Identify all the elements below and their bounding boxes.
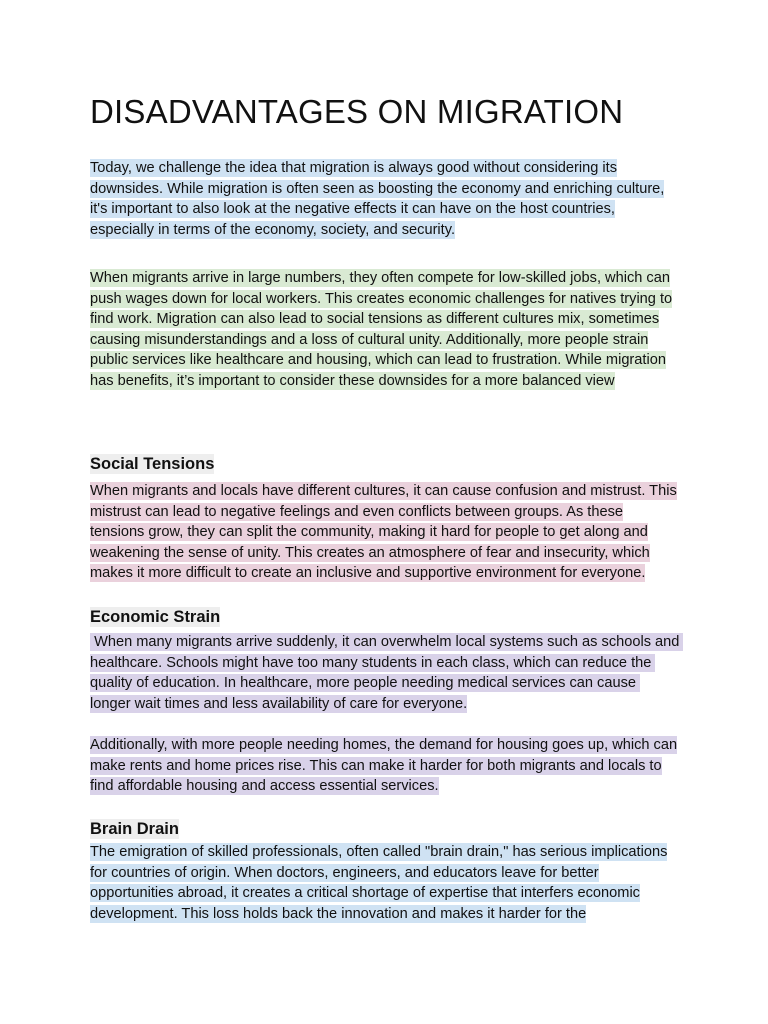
section-heading-text: Brain Drain — [90, 820, 179, 838]
intro-text: Today, we challenge the idea that migration is always good without considering its downsides. While migration is often seen as boosting the economy and enriching culture, it's important to also look at the negative effects it can have on the host countries, especially in terms of the economy, society, and security. — [90, 160, 665, 238]
section-heading-text: Economic Strain — [90, 608, 221, 626]
overview-text: When migrants arrive in large numbers, they often compete for low-skilled jobs, which can push wages down for local workers. This creates economic challenges for natives trying to find work. Migration can also lead to social tensions as different cultures mix, sometimes causing misunderstandings and a loss of cultural unity. Additionally, more people strain public services like healthcare and housing, which can lead to frustration. While migration has benefits, it’s important to consider these downsides for a more balanced view — [90, 270, 673, 389]
intro-paragraph — [90, 158, 680, 240]
paragraph-text: When many migrants arrive suddenly, it can overwhelm local systems such as schools and healthcare. Schools might have too many students in each class, which can reduce the quality of education. In healthcare, more people needing medical services can cause longer wait times and less availability of care for everyone. — [90, 634, 684, 712]
economic-strain-paragraph-2 — [90, 735, 680, 797]
section-heading-economic-strain — [90, 606, 220, 628]
brain-drain-paragraph — [90, 842, 680, 924]
section-heading-brain-drain — [90, 818, 179, 840]
paragraph-text: The emigration of skilled professionals, often called "brain drain," has serious implications for countries of origin. When doctors, engineers, and educators leave for better opportunities abroad, it creates a critical shortage of expertise that interfers economic development. This loss holds back the innovation and makes it harder for the — [90, 844, 668, 922]
document-title: DISADVANTAGES ON MIGRATION — [90, 93, 624, 130]
section-heading-social-tensions — [90, 453, 214, 475]
overview-paragraph — [90, 268, 680, 392]
section-heading-text: Social Tensions — [90, 455, 215, 473]
paragraph-text: When migrants and locals have different cultures, it can cause confusion and mistrust. This mistrust can lead to negative feelings and even conflicts between groups. As these tensions grow, they can split the community, making it hard for people to get along and weakening the sense of unity. This creates an atmosphere of fear and insecurity, which makes it more difficult to create an inclusive and supportive environment for everyone. — [90, 483, 677, 582]
economic-strain-paragraph-1 — [90, 632, 684, 714]
social-tensions-paragraph — [90, 481, 680, 584]
paragraph-text: Additionally, with more people needing homes, the demand for housing goes up, which can make rents and home prices rise. This can make it harder for both migrants and locals to find affordable housing and access essential services. — [90, 737, 678, 795]
